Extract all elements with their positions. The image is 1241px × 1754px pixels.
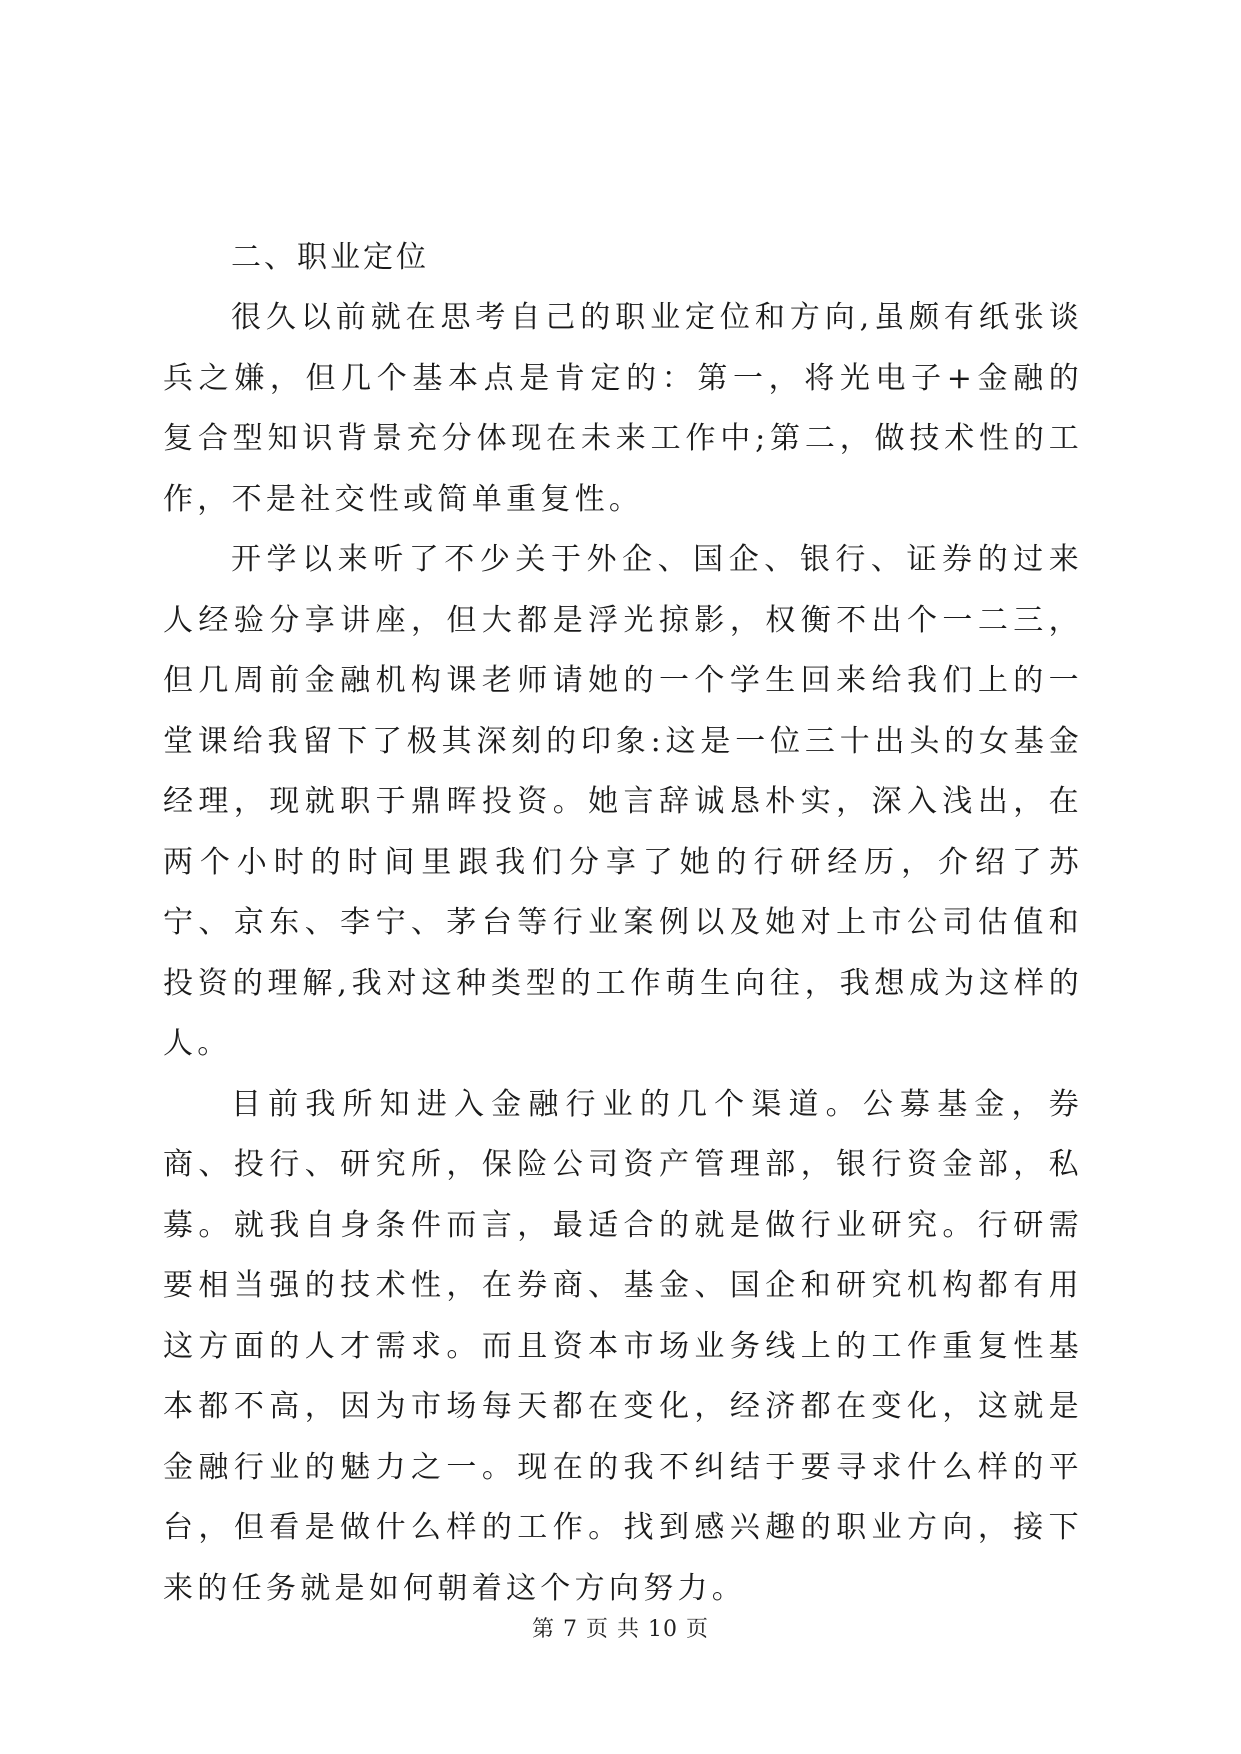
section-heading: 二、职业定位: [231, 240, 429, 275]
paragraph-lecture-experience: 开学以来听了不少关于外企、国企、银行、证券的过来人经验分享讲座，但大都是浮光掠影，权衡不出个一二三，但几周前金融机构课老师请她的一个学生回来给我们上的一堂课给我留下了极其深刻的印象:这是一位三十出头的女基金经理，现就职于鼎晖投资。她言辞诚恳朴实，深入浅出，在两个小时的时间里跟我们分享了她的行研经历，介绍了苏宁、京东、李宁、茅台等行业案例以及她对上市公司估值和投资的理解,我对这种类型的工作萌生向往，我想成为这样的人。: [163, 542, 1083, 1061]
document-body: [163, 228, 1083, 1619]
page-number-footer: 第 7 页 共 10 页: [532, 1617, 709, 1642]
paragraph-finance-channels: 目前我所知进入金融行业的几个渠道。公募基金，券商、投行、研究所，保险公司资产管理部，银行资金部，私募。就我自身条件而言，最适合的就是做行业研究。行研需要相当强的技术性，在券商、基金、国企和研究机构都有用这方面的人才需求。而且资本市场业务线上的工作重复性基本都不高，因为市场每天都在变化，经济都在变化，这就是金融行业的魅力之一。现在的我不纠结于要寻求什么样的平台，但看是做什么样的工作。找到感兴趣的职业方向，接下来的任务就是如何朝着这个方向努力。: [163, 1086, 1083, 1606]
paragraph-career-thinking: 很久以前就在思考自己的职业定位和方向,虽颇有纸张谈兵之嫌，但几个基本点是肯定的：第一，将光电子+金融的复合型知识背景充分体现在未来工作中;第二，做技术性的工作，不是社交性或简单重复性。: [163, 300, 1083, 517]
